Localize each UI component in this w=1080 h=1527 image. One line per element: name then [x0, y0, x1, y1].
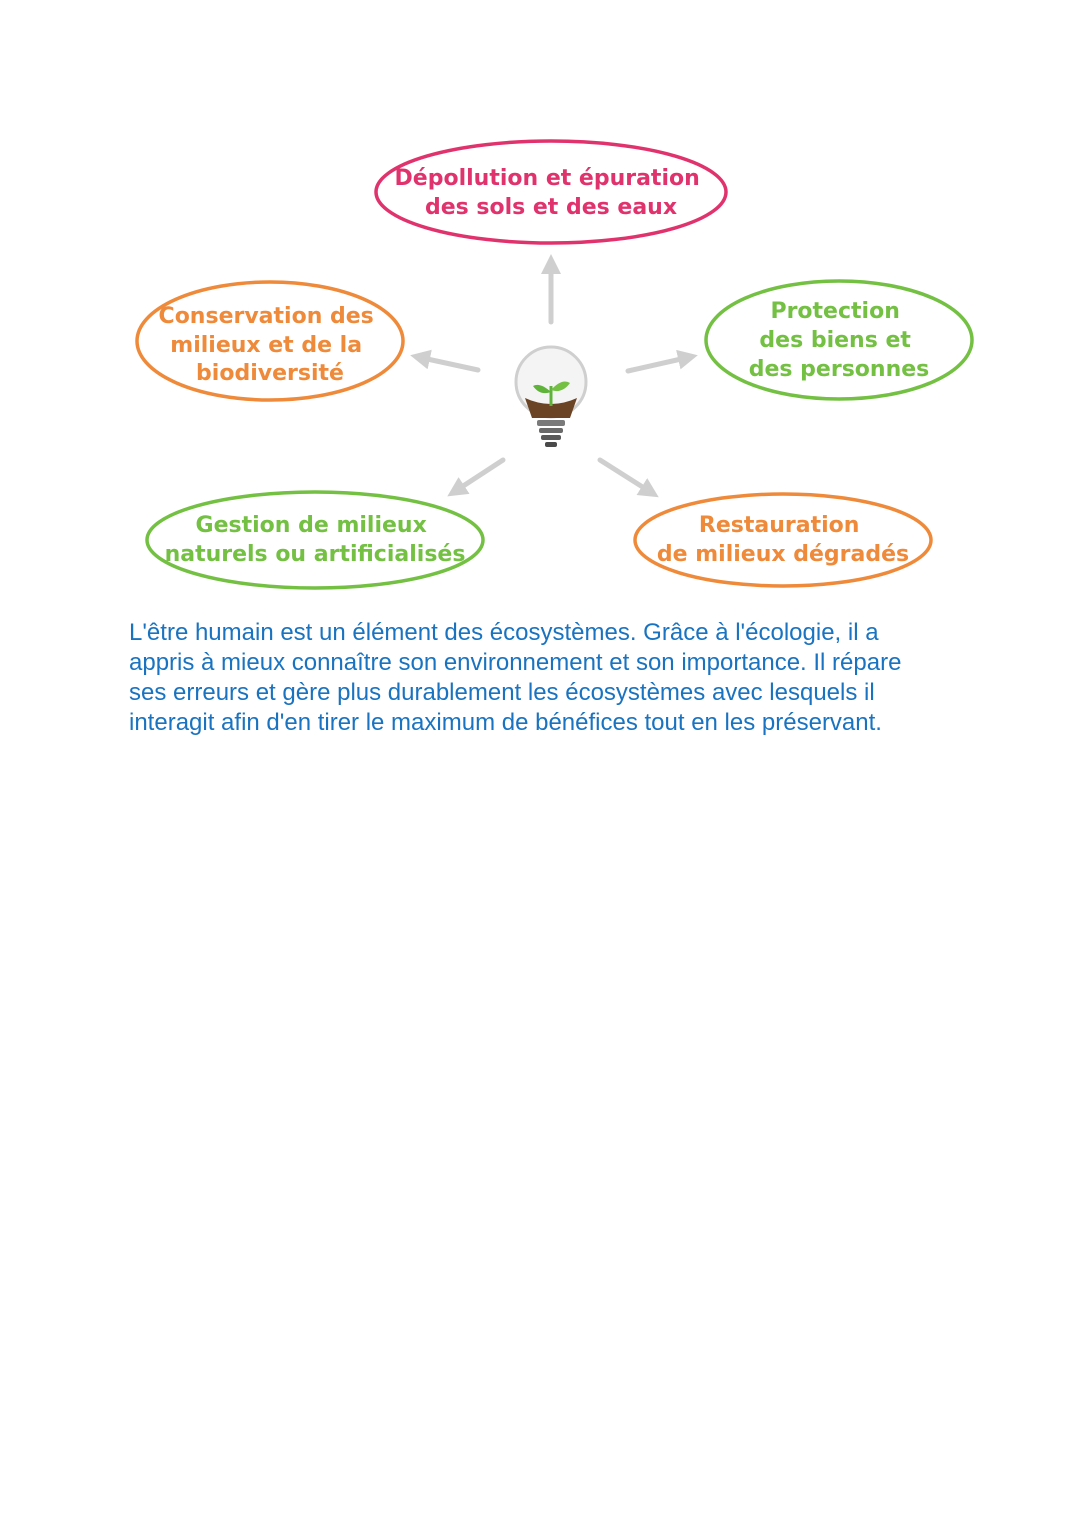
node-depollution [376, 141, 726, 243]
paragraph-line-2: appris à mieux connaître son environnement et son importance. Il répare [129, 649, 902, 676]
lightbulb-plant-icon [516, 347, 586, 447]
label-gestion-line-1: Gestion de milieux [195, 513, 427, 538]
label-restauration [657, 513, 909, 567]
paragraph-line-1: L'être humain est un élément des écosystèmes. Grâce à l'écologie, il a [129, 619, 879, 646]
label-protection-line-3: des personnes [748, 357, 930, 382]
arrow-down-right [600, 460, 652, 493]
label-gestion [165, 513, 466, 567]
ecology-diagram [0, 0, 1080, 620]
paragraph-line-4: interagit afin d'en tirer le maximum de bénéfices tout en les préservant. [129, 709, 882, 736]
arrow-right [628, 357, 690, 371]
label-protection-line-1: Protection [770, 299, 900, 324]
node-restauration [635, 494, 931, 586]
label-restauration-line-2: de milieux dégradés [656, 542, 910, 567]
label-conservation-line-2: milieux et de la [170, 333, 363, 358]
label-protection [749, 299, 930, 382]
label-gestion-line-2: naturels ou artificialisés [164, 542, 466, 567]
label-restauration-line-1: Restauration [698, 513, 860, 538]
explanation-paragraph [129, 618, 969, 738]
label-conservation-line-3: biodiversité [196, 361, 344, 386]
label-conservation-line-1: Conservation des [158, 304, 374, 329]
label-depollution-line-2: des sols et des eaux [424, 195, 678, 220]
label-protection-line-2: des biens et [759, 328, 911, 353]
arrow-down-left [454, 460, 503, 492]
node-gestion [147, 492, 483, 588]
label-depollution [395, 166, 708, 220]
paragraph-line-3: ses erreurs et gère plus durablement les écosystèmes avec lesquels il [129, 679, 875, 706]
arrow-left [418, 357, 478, 370]
label-conservation [159, 304, 382, 386]
label-depollution-line-1: Dépollution et épuration [394, 166, 700, 191]
